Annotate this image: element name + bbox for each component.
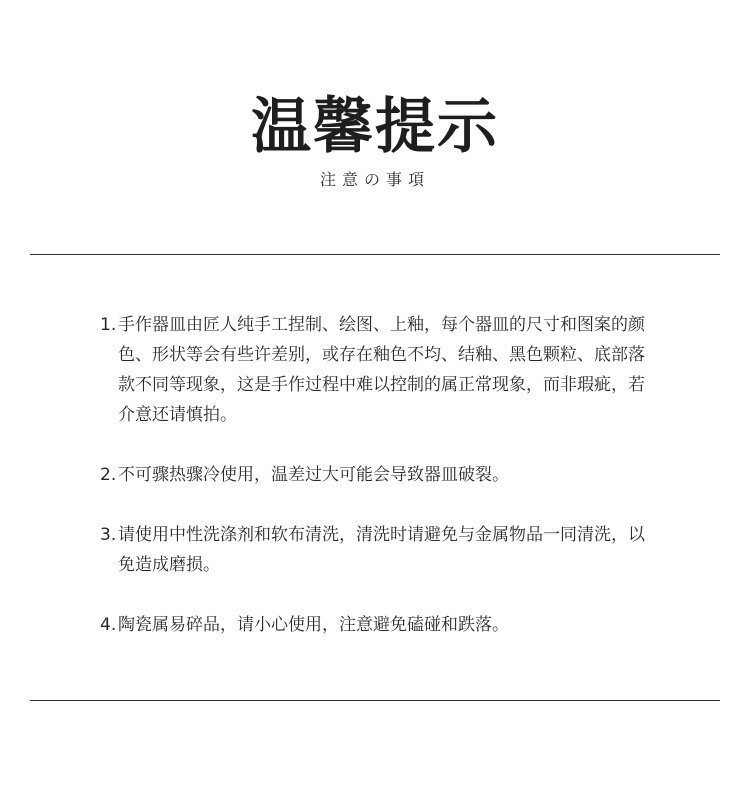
note-item [100, 460, 645, 490]
note-number: 4. [100, 615, 117, 635]
page-subtitle: 注意の事項 [319, 170, 430, 189]
note-number: 3. [100, 525, 117, 545]
note-number: 2. [100, 465, 117, 485]
note-text: 手作器皿由匠人纯手工捏制、绘图、上釉，每个器皿的尺寸和图案的颜色、形状等会有些许差别，或存在釉色不均、结釉、黑色颗粒、底部落款不同等现象，这是手作过程中难以控制的属正常现象，而非瑕疵，若介意还请慎拍。 [118, 315, 645, 425]
top-divider [30, 254, 720, 255]
note-item [100, 310, 645, 430]
notes-list [100, 310, 645, 670]
note-text: 陶瓷属易碎品，请小心使用，注意避免磕碰和跌落。 [118, 615, 509, 635]
note-text: 请使用中性洗涤剂和软布清洗，清洗时请避免与金属物品一同清洗，以免造成磨损。 [118, 525, 645, 575]
page-title: 温馨提示 [251, 92, 499, 162]
bottom-divider [30, 700, 720, 701]
note-text: 不可骤热骤冷使用，温差过大可能会导致器皿破裂。 [118, 465, 509, 485]
note-number: 1. [100, 315, 117, 335]
note-item [100, 520, 645, 580]
note-item [100, 610, 645, 640]
